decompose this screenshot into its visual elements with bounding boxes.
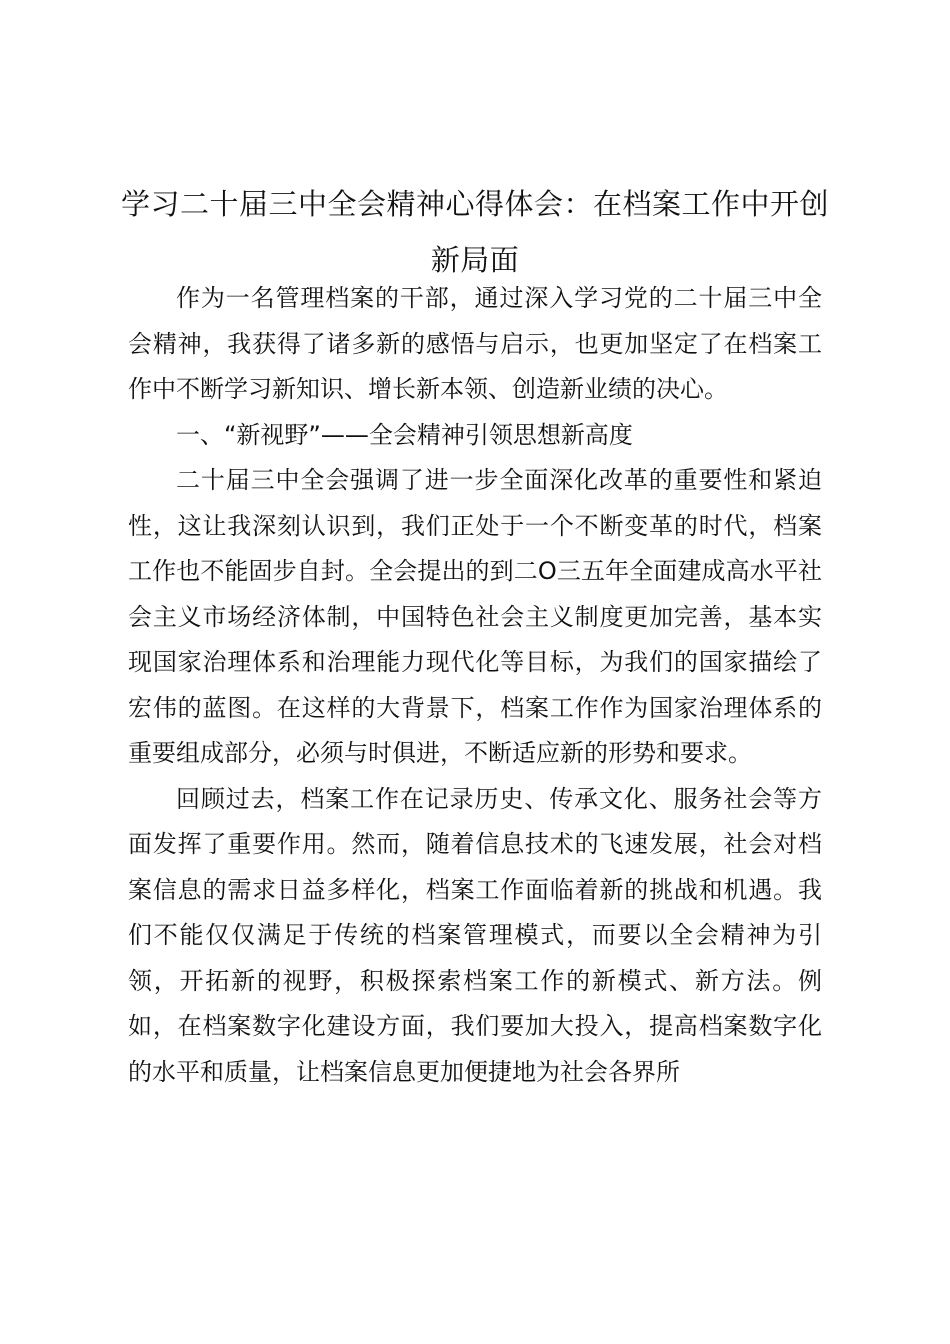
paragraph: 二十届三中全会强调了进一步全面深化改革的重要性和紧迫性，这让我深刻认识到，我们正处于一个不断变革的时代，档案工作也不能固步自封。全会提出的到二O三五年全面建成高水平社会主义市场经济体制，中国特色社会主义制度更加完善，基本实现国家治理体系和治理能力现代化等目标，为我们的国家描绘了宏伟的蓝图。在这样的大背景下，档案工作作为国家治理体系的重要组成部分，必须与时俱进，不断适应新的形势和要求。 — [128, 466, 822, 767]
document-body — [128, 276, 822, 1095]
paragraph-intro: 作为一名管理档案的干部，通过深入学习党的二十届三中全会精神，我获得了诸多新的感悟与启示，也更加坚定了在档案工作中不断学习新知识、增长新本领、创造新业绩的决心。 — [128, 284, 822, 403]
section-heading: 一、“新视野”——全会精神引领思想新高度 — [176, 420, 633, 449]
document-title: 学习二十届三中全会精神心得体会：在档案工作中开创新局面 — [120, 187, 829, 277]
paragraph: 回顾过去，档案工作在记录历史、传承文化、服务社会等方面发挥了重要作用。然而，随着信息技术的飞速发展，社会对档案信息的需求日益多样化，档案工作面临着新的挑战和机遇。我们不能仅仅满足于传统的档案管理模式，而要以全会精神为引领，开拓新的视野，积极探索档案工作的新模式、新方法。例如，在档案数字化建设方面，我们要加大投入，提高档案数字化的水平和质量，让档案信息更加便捷地为社会各界所 — [128, 784, 822, 1086]
